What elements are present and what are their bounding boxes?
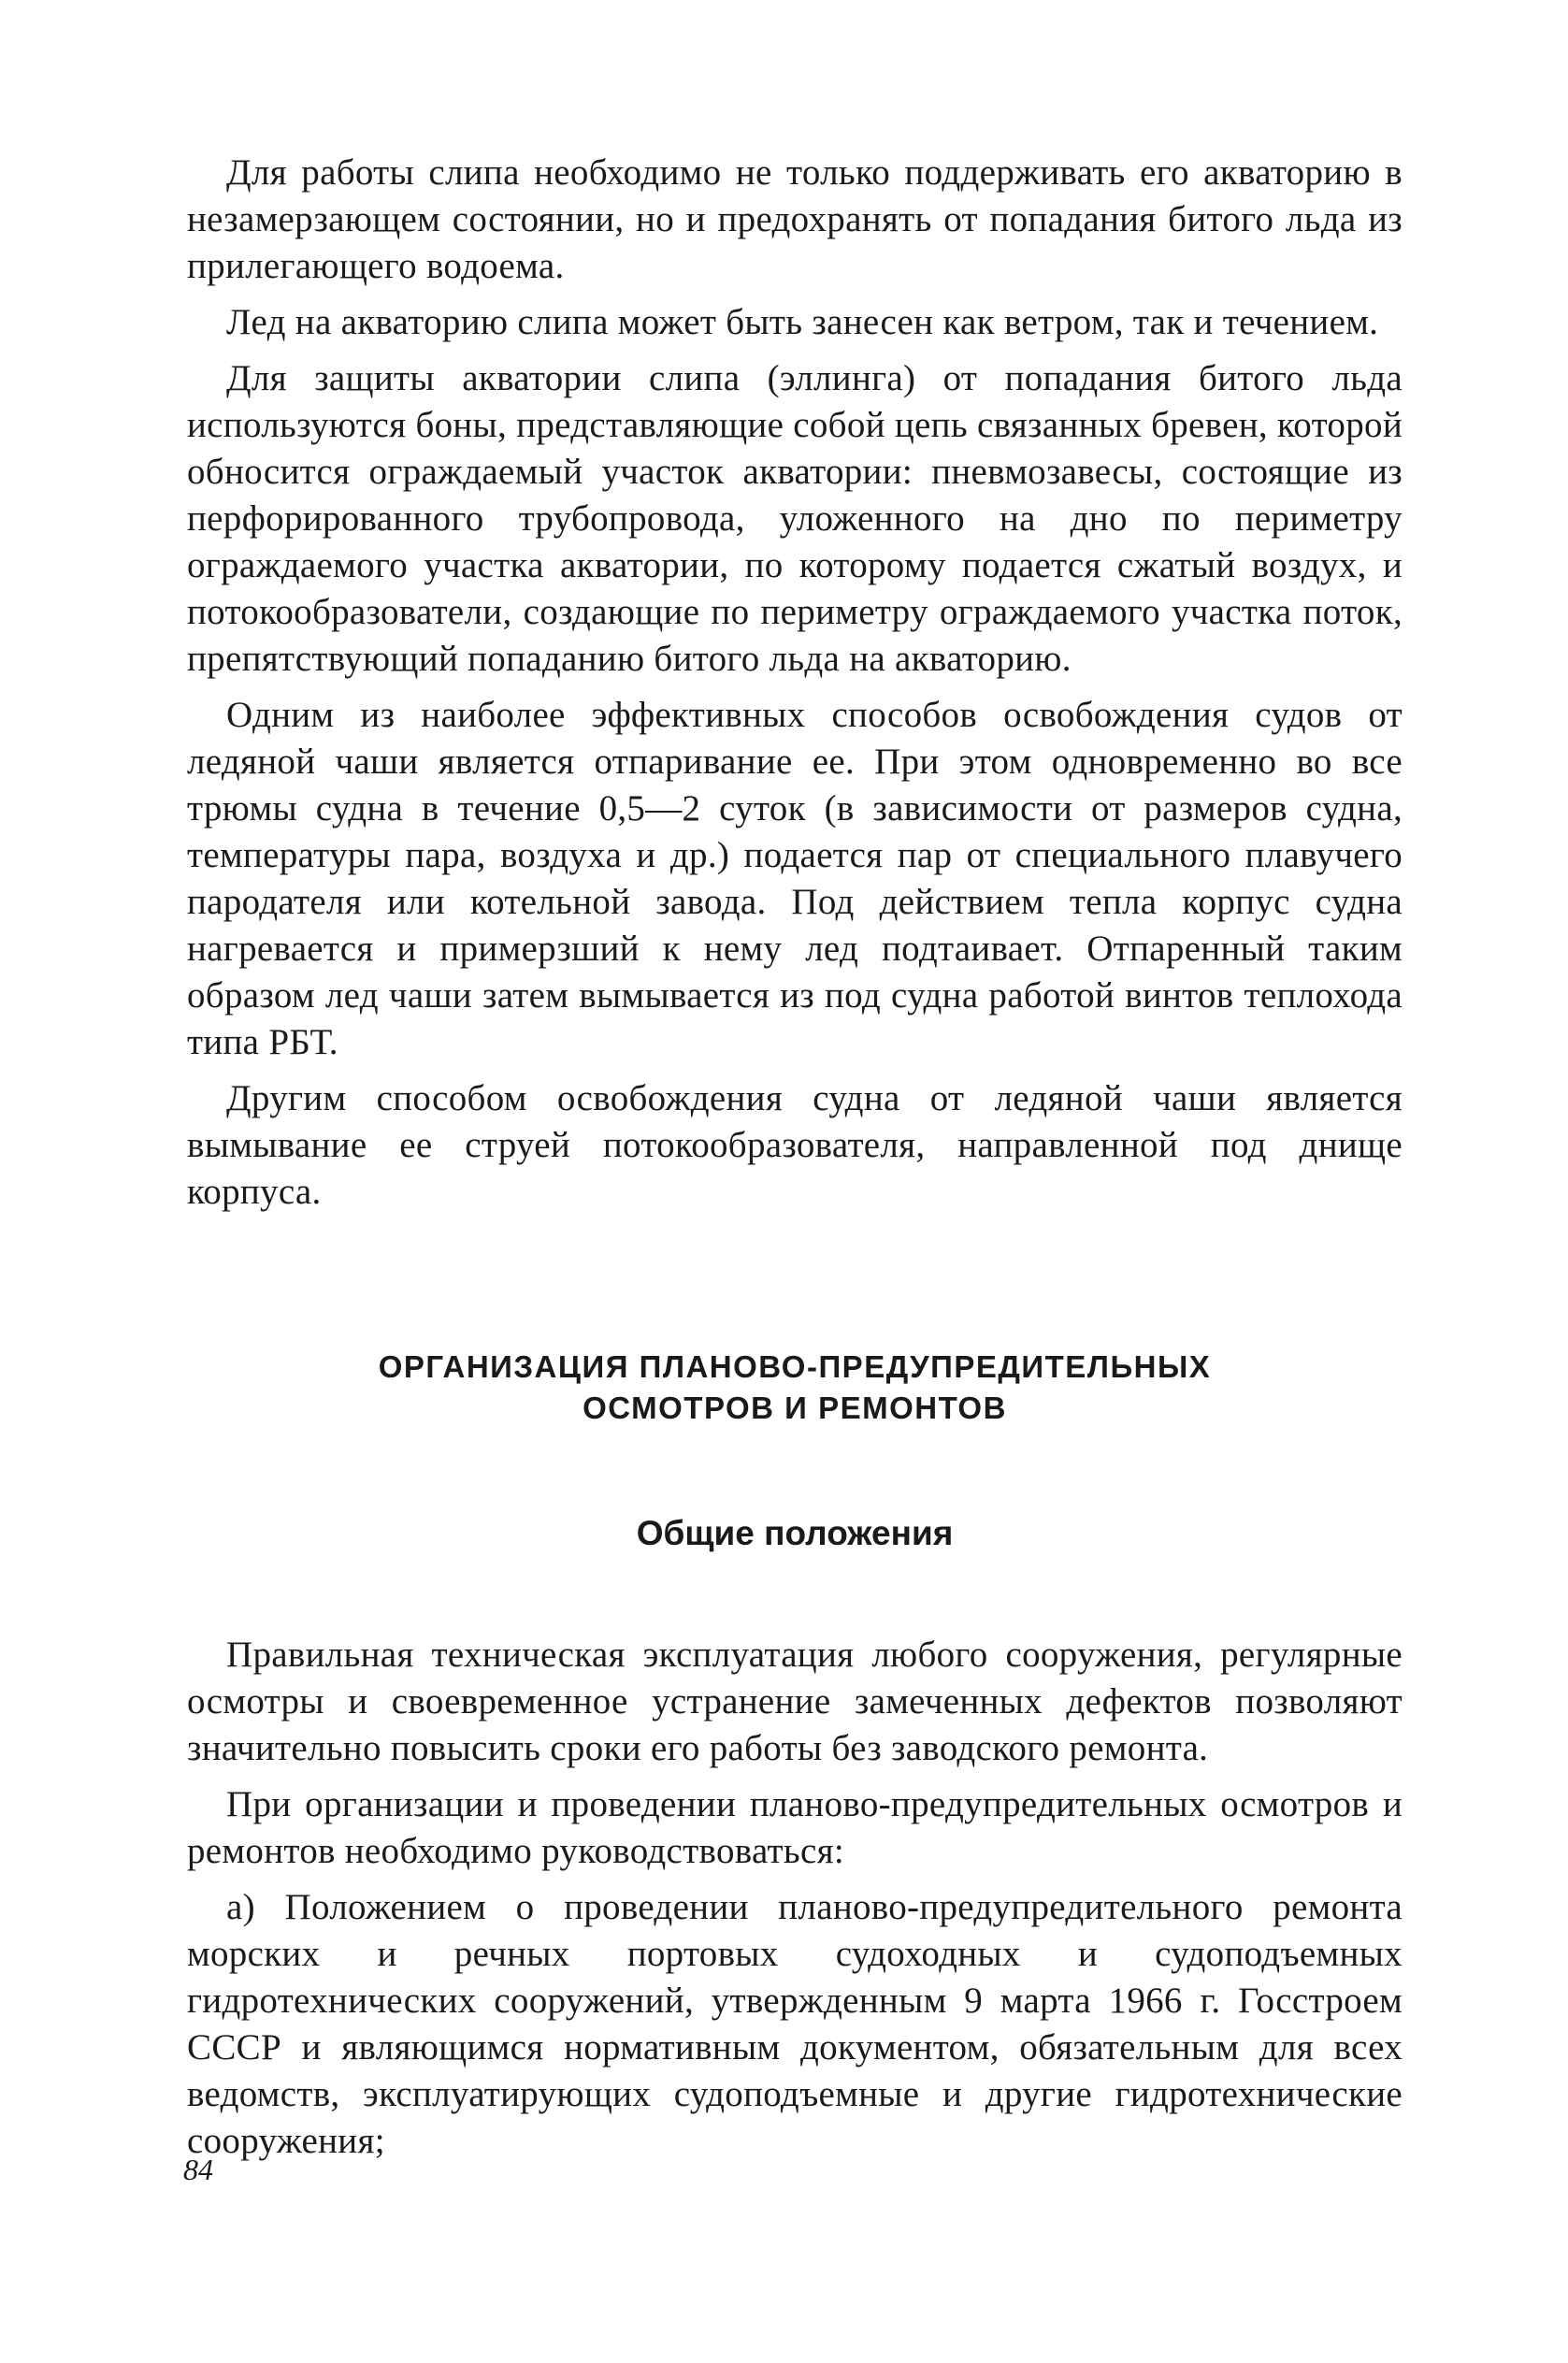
section-title-line: ОСМОТРОВ И РЕМОНТОВ <box>583 1390 1007 1425</box>
page-number: 84 <box>183 2153 213 2186</box>
paragraph: Одним из наиболее эффективных способов освобождения судов от ледяной чаши является отпаривание ее. При этом одновременно во все трюмы судна в течение 0,5—2 суток (в зависимости от размеров судна, температуры пара, воздуха и др.) подается пар от специального плавучего пародателя или котельной завода. Под действием тепла корпус судна нагревается и примерзший к нему лед подтаивает. Отпаренный таким образом лед чаши затем вымывается из под судна работой винтов теплохода типа РБТ. <box>187 695 1403 1062</box>
section-body <box>187 1632 1403 2174</box>
body-text <box>187 150 1403 1225</box>
section-subtitle: Общие положения <box>636 1514 954 1552</box>
paragraph: Для работы слипа необходимо не только поддерживать его акваторию в незамерзающем состоянии, но и предохранять от попадания битого льда из прилегающего водоема. <box>187 152 1403 286</box>
paragraph: Лед на акваторию слипа может быть занесен как ветром, так и течением. <box>226 302 1379 342</box>
paragraph: Для защиты акватории слипа (эллинга) от попадания битого льда используются боны, представляющие собой цепь связанных бревен, которой обносится ограждаемый участок акватории: пневмозавесы, состоящие из перфорированного трубопровода, уложенного на дно по периметру ограждаемого участка акватории, по которому подается сжатый воздух, и потокообразователи, создающие по периметру ограждаемого участка поток, препятствующий попаданию битого льда на акваторию. <box>187 358 1403 679</box>
section-title-line: ОРГАНИЗАЦИЯ ПЛАНОВО-ПРЕДУПРЕДИТЕЛЬНЫХ <box>378 1349 1212 1384</box>
section-title <box>187 1347 1403 1429</box>
paragraph: Правильная техническая эксплуатация любого сооружения, регулярные осмотры и своевременное устранение замеченных дефектов позволяют значительно повысить сроки его работы без заводского ремонта. <box>187 1635 1403 1768</box>
paragraph: При организации и проведении планово-предупредительных осмотров и ремонтов необходимо руководствоваться: <box>187 1784 1403 1871</box>
paragraph: Другим способом освобождения судна от ледяной чаши является вымывание ее струей потокообразователя, направленной под днище корпуса. <box>187 1078 1403 1212</box>
paragraph: а) Положением о проведении планово-предупредительного ремонта морских и речных портовых судоходных и судоподъемных гидротехнических сооружений, утвержденным 9 марта 1966 г. Госстроем СССР и являющимся нормативным документом, обязательным для всех ведомств, эксплуатирующих судоподъемные и другие гидротехнические сооружения; <box>187 1887 1403 2161</box>
